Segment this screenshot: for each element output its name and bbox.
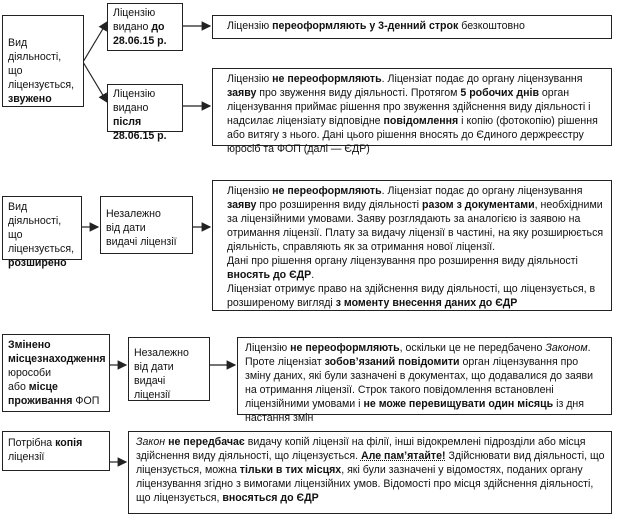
box-location-any-date: Незалежно від дати видачі ліцензії (128, 337, 210, 401)
box-issued-after: Ліцензію видано після 28.06.15 р. (107, 84, 183, 132)
box-result-reissued: Ліцензію переоформляють у 3-денний строк безкоштовно (212, 15, 612, 39)
box-result-narrowed: Ліцензію не переоформляють. Ліцензіат подає до органу ліцензування заяву про звуження виду діяльності. Протягом 5 робочих днів орган ліцензування приймає рішення про звуження здійснення виду діяльності і надсилає ліцензіату відповідне повідомлення і копію (фотокопію) рішення або витягу з нього. Дані цього рішення вносять до Єдиного держреєстру юросіб та ФОП (далі — ЄДР) (212, 68, 612, 146)
box-activity-expanded: Вид діяльності, що ліцензується, розширено (2, 196, 82, 260)
box-result-copy: Закон не передбачає видачу копій ліцензії на філії, інші відокремлені підрозділи або місця здійснення виду діяльності, що ліцензується. Але пам’ятайте! Здійснювати вид діяльності, що ліцензується, можна тільки в тих місцях, які були зазначені у відомостях, поданих органу ліцензування згідно з вимогами ліцензійних умов. Відомості про місця здійснення діяльності, що ліцензується, вносяться до ЄДР (128, 431, 612, 514)
box-result-location: Ліцензію не переоформляють, оскільки це не передбачено Законом. Проте ліцензіат зобов’язаний повідомити орган ліцензування про зміну даних, які були зазначені в документах, що додавалися до заяви на отримання ліцензії. Строк такого повідомлення встановлені ліцензійними умовами і не може перевищувати один місяць із дня настання змін (237, 337, 612, 415)
box-issued-before: Ліцензію видано до 28.06.15 р. (107, 3, 183, 51)
box-activity-narrowed: Вид діяльності, що ліцензується, звужено (2, 15, 84, 107)
box-expanded-any-date: Незалежно від дати видачі ліцензії (100, 196, 193, 254)
box-copy-needed: Потрібна копія ліцензії (2, 431, 110, 471)
box-location-changed: Змінено місцезнаходження юрособи або місце проживання ФОП (2, 334, 110, 412)
arrow-narrowed-to-after (83, 62, 107, 102)
arrow-narrowed-to-before (83, 22, 107, 62)
box-result-expanded: Ліцензію не переоформляють. Ліцензіат подає до органу ліцензування заяву про розширення виду діяльності разом з документами, необхідними за ліцензійними умовами. Заяву розглядають за аналогією із заявою на отримання ліцензії. Плату за видачу ліцензії в частині, на яку розширюється діяльність, справляють як за отримання нової ліцензії. Дані про рішення органу ліцензування про розширення виду діяльності вносять до ЄДР. Ліцензіат отримує право на здійснення виду діяльності, що ліцензується, в розширеному вигляді з моменту внесення даних до ЄДР (212, 180, 612, 311)
